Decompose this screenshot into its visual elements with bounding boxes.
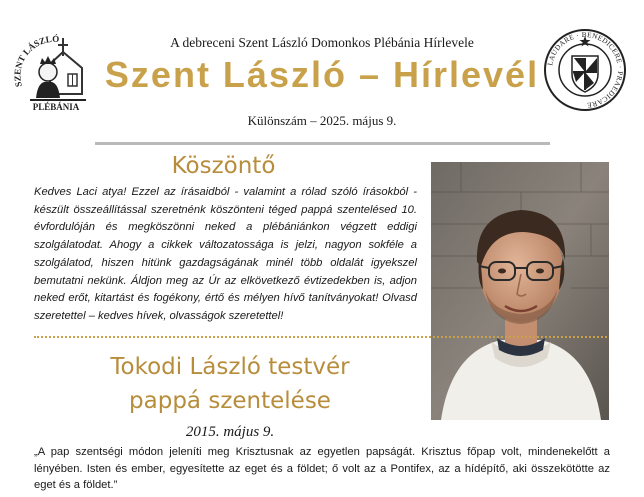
newsletter-masthead: Szent László – Hírlevél [104, 54, 540, 95]
greeting-body: Kedves Laci atya! Ezzel az írásaidból - valamint a rólad szóló írásokból - készült összeállítással szeretnénk köszönteni téged pappá szentelésed 10. évfordulóján és megköszönni neked a plébániánkon végzett eddigi szolgálatodat. Ahogy a cikkek változatossága is jelzi, nagyon sokféle a szolgálatod, hiszen hitünk gazdagságának minél több oldalát igyekszel bemutatni nekünk. Áldjon meg az Úr az elkövetkező évtizedekben is, adjon neked erőt, kitartást és fogékony, értő és mélyen hívő tanítványokat! Olvasd szeretettel – kedves hívek, olvasságok szeretettel! [34, 186, 417, 322]
portrait-photo [431, 162, 609, 420]
issue-line: Különszám – 2025. május 9. [247, 113, 397, 128]
greeting-title: Köszöntő [171, 153, 276, 179]
parish-logo-top-text: SZENT LÁSZLÓ [12, 34, 60, 88]
newsletter-subtitle: A debreceni Szent László Domonkos Plébánia Hírlevele [170, 35, 474, 50]
article-title-line-1: Tokodi László testvér [110, 354, 350, 380]
dominican-seal [543, 28, 627, 112]
article-quote: „A pap szentségi módon jeleníti meg Krisztusnak az egyetlen papságát. Krisztus főpap volt, mindenekelőtt a lényében. Isten és ember, egyesítette az eget és a földet; ő volt az a Pontifex, az a hídépítő, aki összekötötte az eget és a földet.” [34, 446, 610, 491]
section-divider [34, 336, 607, 338]
article-title [20, 350, 440, 418]
article-title-line-2: pappá szentelése [129, 388, 331, 414]
seal-ring-text: LAUDARE · BENEDICERE · PRAEDICARE [546, 30, 625, 110]
header-divider [95, 142, 550, 145]
article-date: 2015. május 9. [185, 424, 275, 440]
parish-logo-bottom-text: PLÉBÁNIA [32, 102, 80, 112]
